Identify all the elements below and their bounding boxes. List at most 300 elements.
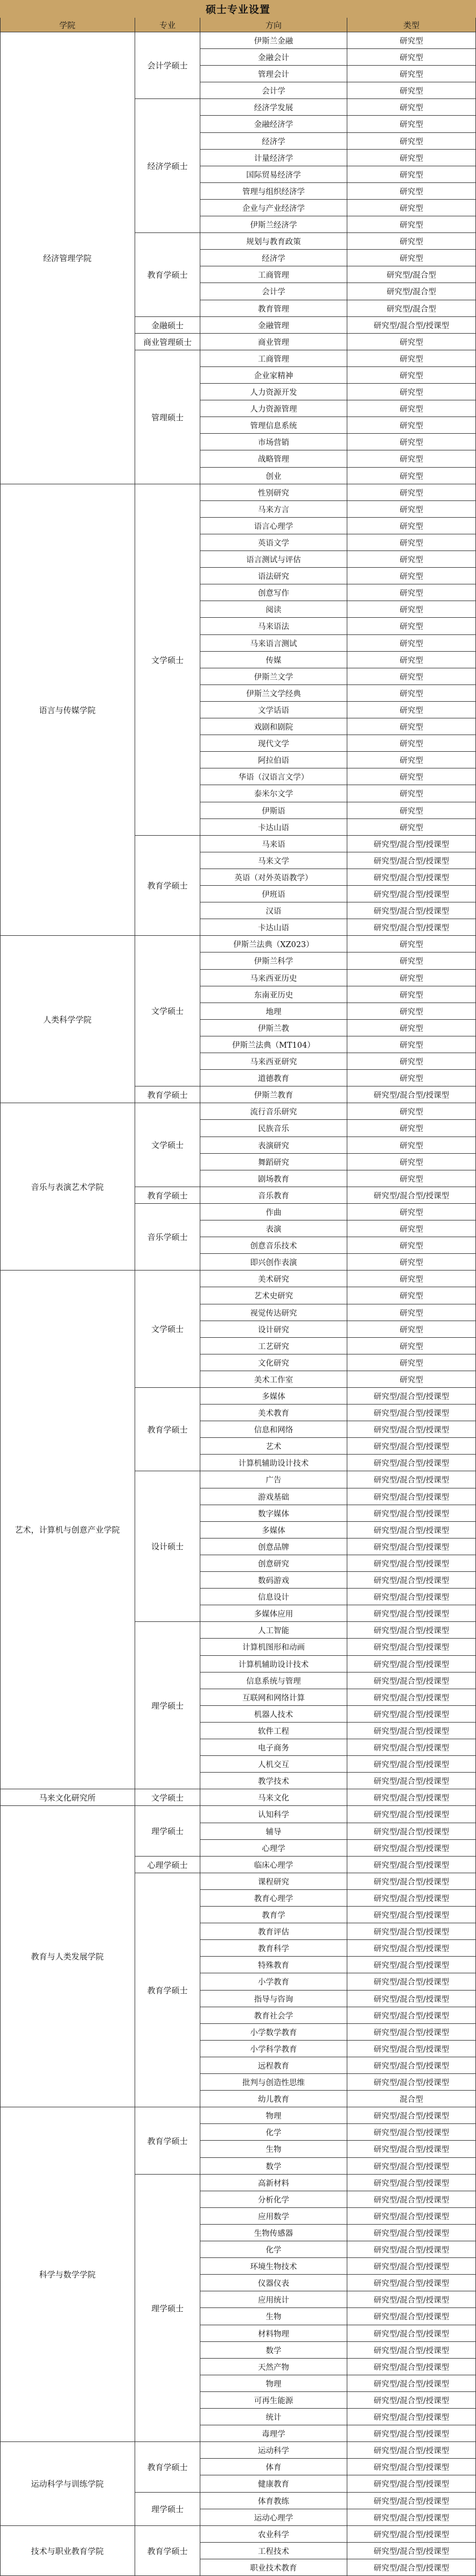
direction-cell: 心理学 — [200, 1840, 347, 1857]
direction-cell: 国际贸易经济学 — [200, 166, 347, 183]
direction-cell: 工商管理 — [200, 350, 347, 367]
type-cell: 研究型 — [347, 802, 476, 819]
direction-cell: 即兴创作表演 — [200, 1254, 347, 1271]
direction-cell: 多媒体应用 — [200, 1605, 347, 1622]
school-cell: 语言与传媒学院 — [0, 484, 135, 936]
direction-cell: 仪器仪表 — [200, 2275, 347, 2291]
type-cell: 研究型/混合型/授课型 — [347, 1789, 476, 1806]
major-cell: 经济学硕士 — [135, 99, 200, 233]
direction-cell: 阿拉伯语 — [200, 752, 347, 768]
type-cell: 研究型 — [347, 384, 476, 400]
type-cell: 研究型/混合型 — [347, 283, 476, 300]
school-cell: 音乐与表演艺术学院 — [0, 1103, 135, 1271]
type-cell: 研究型 — [347, 652, 476, 668]
type-cell: 研究型 — [347, 752, 476, 768]
type-cell: 研究型/混合型/授课型 — [347, 2543, 476, 2559]
type-cell: 研究型/混合型/授课型 — [347, 1907, 476, 1923]
type-cell: 研究型/混合型/授课型 — [347, 2124, 476, 2141]
direction-cell: 市场营销 — [200, 434, 347, 450]
type-cell: 研究型/混合型/授课型 — [347, 1605, 476, 1622]
direction-cell: 管理信息系统 — [200, 417, 347, 434]
direction-cell: 音乐教育 — [200, 1187, 347, 1204]
type-cell: 研究型/混合型/授课型 — [347, 886, 476, 902]
direction-cell: 信息和网络 — [200, 1421, 347, 1438]
direction-cell: 伊斯兰文学 — [200, 668, 347, 685]
direction-cell: 认知科学 — [200, 1806, 347, 1823]
type-cell: 研究型/混合型/授课型 — [347, 2158, 476, 2175]
direction-cell: 卡达山语 — [200, 919, 347, 936]
direction-cell: 广告 — [200, 1471, 347, 1488]
type-cell: 研究型/混合型/授课型 — [347, 2074, 476, 2091]
direction-cell: 泰米尔文学 — [200, 785, 347, 802]
type-cell: 研究型/混合型 — [347, 266, 476, 283]
school-cell: 运动科学与训练学院 — [0, 2442, 135, 2526]
direction-cell: 人机交互 — [200, 1756, 347, 1773]
school-cell: 经济管理学院 — [0, 32, 135, 484]
direction-cell: 教育社会学 — [200, 2007, 347, 2024]
type-cell: 研究型/混合型/授课型 — [347, 2141, 476, 2158]
direction-cell: 运动心理学 — [200, 2509, 347, 2526]
direction-cell: 人工智能 — [200, 1622, 347, 1639]
major-cell: 文学硕士 — [135, 1103, 200, 1187]
type-cell: 研究型/混合型/授课型 — [347, 852, 476, 869]
direction-cell: 文化研究 — [200, 1354, 347, 1371]
type-cell: 研究型 — [347, 952, 476, 970]
major-cell: 文学硕士 — [135, 936, 200, 1086]
direction-cell: 应用数学 — [200, 2208, 347, 2225]
type-cell: 研究型/混合型/授课型 — [347, 1538, 476, 1555]
type-cell: 研究型 — [347, 166, 476, 183]
direction-cell: 伊斯兰法典（MT104） — [200, 1036, 347, 1053]
major-cell: 商业管理硕士 — [135, 334, 200, 350]
type-cell: 研究型/混合型/授课型 — [347, 317, 476, 334]
type-cell: 研究型/混合型/授课型 — [347, 2175, 476, 2191]
type-cell: 研究型 — [347, 1321, 476, 1338]
type-cell: 研究型/混合型/授课型 — [347, 1739, 476, 1756]
type-cell: 研究型/混合型 — [347, 300, 476, 317]
direction-cell: 教育管理 — [200, 300, 347, 317]
type-cell: 研究型 — [347, 434, 476, 450]
direction-cell: 数学 — [200, 2342, 347, 2359]
direction-cell: 管理会计 — [200, 66, 347, 82]
direction-cell: 工程技术 — [200, 2543, 347, 2559]
table-title: 硕士专业设置 — [0, 0, 476, 18]
type-cell: 研究型 — [347, 1103, 476, 1120]
direction-cell: 马来语 — [200, 836, 347, 852]
type-cell: 研究型 — [347, 936, 476, 952]
type-cell: 研究型/混合型/授课型 — [347, 2275, 476, 2291]
direction-cell: 辅导 — [200, 1823, 347, 1840]
major-cell: 教育学硕士 — [135, 1187, 200, 1204]
header-direction: 方向 — [200, 18, 347, 32]
direction-cell: 幼儿教育 — [200, 2091, 347, 2107]
type-cell: 研究型/混合型/授课型 — [347, 2359, 476, 2375]
major-cell: 教育学硕士 — [135, 2442, 200, 2493]
type-cell: 研究型/混合型/授课型 — [347, 1923, 476, 1940]
type-cell: 研究型/混合型/授课型 — [347, 1656, 476, 1672]
type-cell: 研究型 — [347, 468, 476, 484]
type-cell: 研究型/混合型/授课型 — [347, 1890, 476, 1907]
type-cell: 研究型 — [347, 1003, 476, 1020]
direction-cell: 机器人技术 — [200, 1706, 347, 1723]
direction-cell: 人力资源开发 — [200, 384, 347, 400]
type-cell: 研究型 — [347, 1137, 476, 1154]
type-cell: 研究型 — [347, 819, 476, 836]
type-cell: 研究型 — [347, 1170, 476, 1187]
direction-cell: 教育心理学 — [200, 1890, 347, 1907]
type-cell: 研究型/混合型/授课型 — [347, 2241, 476, 2258]
direction-cell: 远程教育 — [200, 2057, 347, 2074]
direction-cell: 经济学 — [200, 133, 347, 150]
direction-cell: 企业与产业经济学 — [200, 200, 347, 216]
direction-cell: 特殊教育 — [200, 1957, 347, 1973]
type-cell: 研究型 — [347, 970, 476, 986]
type-cell: 研究型/混合型/授课型 — [347, 1973, 476, 1991]
type-cell: 研究型/混合型/授课型 — [347, 1873, 476, 1890]
type-cell: 研究型/混合型/授课型 — [347, 1823, 476, 1840]
type-cell: 研究型 — [347, 367, 476, 384]
type-cell: 研究型/混合型/授课型 — [347, 1940, 476, 1957]
direction-cell: 战略管理 — [200, 450, 347, 468]
direction-cell: 马来文学 — [200, 852, 347, 869]
major-cell: 理学硕士 — [135, 2493, 200, 2526]
direction-cell: 职业技术教育 — [200, 2559, 347, 2576]
type-cell: 研究型/混合型/授课型 — [347, 2208, 476, 2225]
header-school: 学院 — [0, 18, 135, 32]
direction-cell: 伊斯兰法典（XZ023） — [200, 936, 347, 952]
school-cell: 教育与人类发展学院 — [0, 1806, 135, 2107]
direction-cell: 阅读 — [200, 601, 347, 618]
header-major: 专业 — [135, 18, 200, 32]
major-cell: 教育学硕士 — [135, 1873, 200, 2107]
direction-cell: 生物 — [200, 2308, 347, 2325]
direction-cell: 马来方言 — [200, 501, 347, 518]
direction-cell: 伊斯兰教育 — [200, 1086, 347, 1103]
type-cell: 研究型 — [347, 450, 476, 468]
school-cell: 艺术，计算机与创意产业学院 — [0, 1271, 135, 1789]
direction-cell: 互联网和网络计算 — [200, 1689, 347, 1706]
major-cell: 教育学硕士 — [135, 233, 200, 317]
type-cell: 研究型/混合型/授课型 — [347, 1622, 476, 1639]
school-cell: 人类科学学院 — [0, 936, 135, 1103]
type-cell: 研究型/混合型/授课型 — [347, 2325, 476, 2342]
direction-cell: 规划与教育政策 — [200, 233, 347, 250]
direction-cell: 戏剧和剧院 — [200, 718, 347, 735]
type-cell: 研究型 — [347, 1220, 476, 1237]
major-cell: 教育学硕士 — [135, 1388, 200, 1471]
direction-cell: 材料物理 — [200, 2325, 347, 2342]
direction-cell: 体育教练 — [200, 2493, 347, 2509]
direction-cell: 道德教育 — [200, 1070, 347, 1086]
type-cell: 研究型 — [347, 601, 476, 618]
major-cell: 文学硕士 — [135, 484, 200, 836]
direction-cell: 美术工作室 — [200, 1371, 347, 1388]
direction-cell: 马来语言测试 — [200, 635, 347, 652]
type-cell: 研究型 — [347, 200, 476, 216]
type-cell: 研究型 — [347, 334, 476, 350]
direction-cell: 作曲 — [200, 1204, 347, 1220]
type-cell: 研究型/混合型/授课型 — [347, 1706, 476, 1723]
direction-cell: 指导与咨询 — [200, 1991, 347, 2007]
direction-cell: 表演研究 — [200, 1137, 347, 1154]
type-cell: 研究型/混合型/授课型 — [347, 2442, 476, 2459]
major-cell: 教育学硕士 — [135, 1086, 200, 1103]
type-cell: 研究型 — [347, 584, 476, 601]
type-cell: 研究型/混合型/授课型 — [347, 1471, 476, 1488]
type-cell: 研究型 — [347, 568, 476, 584]
direction-cell: 语言测试与评估 — [200, 551, 347, 568]
direction-cell: 马来西亚研究 — [200, 1053, 347, 1070]
type-cell: 研究型/混合型/授课型 — [347, 2409, 476, 2425]
type-cell: 研究型 — [347, 350, 476, 367]
direction-cell: 体育 — [200, 2459, 347, 2475]
major-cell: 金融硕士 — [135, 317, 200, 334]
header-type: 类型 — [347, 18, 476, 32]
direction-cell: 教育学 — [200, 1907, 347, 1923]
type-cell: 研究型 — [347, 1154, 476, 1170]
direction-cell: 伊斯兰文学经典 — [200, 685, 347, 702]
type-cell: 研究型/混合型/授课型 — [347, 869, 476, 886]
major-cell: 设计硕士 — [135, 1471, 200, 1622]
school-cell: 技术与职业教育学院 — [0, 2526, 135, 2576]
type-cell: 研究型 — [347, 685, 476, 702]
type-cell: 研究型/混合型/授课型 — [347, 1505, 476, 1522]
direction-cell: 健康教育 — [200, 2475, 347, 2493]
type-cell: 研究型 — [347, 1237, 476, 1254]
type-cell: 研究型/混合型/授课型 — [347, 1187, 476, 1204]
direction-cell: 流行音乐研究 — [200, 1103, 347, 1120]
direction-cell: 金融经济学 — [200, 116, 347, 133]
type-cell: 研究型 — [347, 49, 476, 66]
direction-cell: 计算机辅助设计技术 — [200, 1455, 347, 1471]
type-cell: 研究型 — [347, 501, 476, 518]
type-cell: 研究型 — [347, 702, 476, 718]
type-cell: 研究型 — [347, 66, 476, 82]
major-cell: 管理硕士 — [135, 350, 200, 484]
type-cell: 研究型 — [347, 250, 476, 266]
type-cell: 研究型 — [347, 400, 476, 417]
direction-cell: 美术研究 — [200, 1271, 347, 1287]
direction-cell: 工商管理 — [200, 266, 347, 283]
type-cell: 研究型 — [347, 534, 476, 551]
direction-cell: 分析化学 — [200, 2191, 347, 2208]
direction-cell: 会计学 — [200, 82, 347, 99]
direction-cell: 数学 — [200, 2158, 347, 2175]
direction-cell: 金融管理 — [200, 317, 347, 334]
type-cell: 研究型/混合型/授课型 — [347, 2425, 476, 2442]
direction-cell: 地理 — [200, 1003, 347, 1020]
type-cell: 研究型 — [347, 32, 476, 49]
type-cell: 研究型/混合型/授课型 — [347, 1555, 476, 1572]
direction-cell: 多媒体 — [200, 1388, 347, 1405]
direction-cell: 小学教育 — [200, 1973, 347, 1991]
direction-cell: 创意音乐技术 — [200, 1237, 347, 1254]
direction-cell: 语法研究 — [200, 568, 347, 584]
direction-cell: 临床心理学 — [200, 1857, 347, 1873]
direction-cell: 经济学发展 — [200, 99, 347, 116]
direction-cell: 华语（汉语言文学） — [200, 768, 347, 785]
direction-cell: 创业 — [200, 468, 347, 484]
type-cell: 研究型 — [347, 768, 476, 785]
type-cell: 研究型 — [347, 133, 476, 150]
direction-cell: 伊斯兰金融 — [200, 32, 347, 49]
type-cell: 研究型 — [347, 986, 476, 1003]
direction-cell: 运动科学 — [200, 2442, 347, 2459]
type-cell: 研究型/混合型/授课型 — [347, 1689, 476, 1706]
major-cell: 教育学硕士 — [135, 836, 200, 936]
direction-cell: 教育评估 — [200, 1923, 347, 1940]
type-cell: 研究型 — [347, 518, 476, 534]
type-cell: 研究型/混合型/授课型 — [347, 1991, 476, 2007]
type-cell: 研究型 — [347, 1020, 476, 1036]
type-cell: 研究型/混合型/授课型 — [347, 2559, 476, 2576]
direction-cell: 小学数学教育 — [200, 2024, 347, 2041]
type-cell: 研究型/混合型/授课型 — [347, 1572, 476, 1589]
direction-cell: 小学科学教育 — [200, 2041, 347, 2057]
type-cell: 研究型/混合型/授课型 — [347, 1522, 476, 1538]
direction-cell: 商业管理 — [200, 334, 347, 350]
direction-cell: 农业科学 — [200, 2526, 347, 2543]
type-cell: 研究型/混合型/授课型 — [347, 1589, 476, 1605]
direction-cell: 毒理学 — [200, 2425, 347, 2442]
direction-cell: 物理 — [200, 2107, 347, 2124]
direction-cell: 化学 — [200, 2124, 347, 2141]
type-cell: 研究型/混合型/授课型 — [347, 2258, 476, 2275]
direction-cell: 美术教育 — [200, 1405, 347, 1421]
direction-cell: 卡达山语 — [200, 819, 347, 836]
major-cell: 理学硕士 — [135, 1806, 200, 1857]
type-cell: 研究型 — [347, 116, 476, 133]
direction-cell: 文学话语 — [200, 702, 347, 718]
direction-cell: 工艺研究 — [200, 1338, 347, 1354]
direction-cell: 伊班语 — [200, 886, 347, 902]
type-cell: 研究型/混合型/授课型 — [347, 1488, 476, 1505]
type-cell: 研究型 — [347, 1287, 476, 1304]
type-cell: 研究型 — [347, 1254, 476, 1271]
direction-cell: 舞蹈研究 — [200, 1154, 347, 1170]
type-cell: 研究型 — [347, 551, 476, 568]
type-cell: 研究型/混合型/授课型 — [347, 836, 476, 852]
direction-cell: 信息系统与管理 — [200, 1672, 347, 1689]
type-cell: 研究型 — [347, 1070, 476, 1086]
major-cell: 理学硕士 — [135, 1622, 200, 1789]
direction-cell: 马来文化 — [200, 1789, 347, 1806]
type-cell: 研究型 — [347, 735, 476, 752]
direction-cell: 人力资源管理 — [200, 400, 347, 417]
type-cell: 研究型/混合型/授课型 — [347, 2526, 476, 2543]
direction-cell: 视觉传达研究 — [200, 1304, 347, 1321]
direction-cell: 天然产物 — [200, 2359, 347, 2375]
type-cell: 研究型 — [347, 785, 476, 802]
direction-cell: 数字媒体 — [200, 1505, 347, 1522]
type-cell: 研究型 — [347, 183, 476, 200]
type-cell: 研究型 — [347, 1338, 476, 1354]
type-cell: 研究型 — [347, 1120, 476, 1137]
type-cell: 研究型 — [347, 150, 476, 166]
direction-cell: 民族音乐 — [200, 1120, 347, 1137]
direction-cell: 环境生物技术 — [200, 2258, 347, 2275]
type-cell: 研究型/混合型/授课型 — [347, 1957, 476, 1973]
direction-cell: 教育科学 — [200, 1940, 347, 1957]
direction-cell: 伊斯兰科学 — [200, 952, 347, 970]
type-cell: 研究型/混合型/授课型 — [347, 2509, 476, 2526]
type-cell: 研究型/混合型/授课型 — [347, 2024, 476, 2041]
direction-cell: 伊斯兰经济学 — [200, 216, 347, 233]
direction-cell: 金融会计 — [200, 49, 347, 66]
direction-cell: 多媒体 — [200, 1522, 347, 1538]
direction-cell: 传媒 — [200, 652, 347, 668]
direction-cell: 汉语 — [200, 902, 347, 919]
type-cell: 研究型 — [347, 1053, 476, 1070]
type-cell: 研究型/混合型/授课型 — [347, 1723, 476, 1739]
major-cell: 教育学硕士 — [135, 2107, 200, 2175]
direction-cell: 生物 — [200, 2141, 347, 2158]
direction-cell: 东南亚历史 — [200, 986, 347, 1003]
type-cell: 研究型/混合型/授课型 — [347, 2057, 476, 2074]
direction-cell: 马来西亚历史 — [200, 970, 347, 986]
direction-cell: 创意研究 — [200, 1555, 347, 1572]
type-cell: 研究型 — [347, 718, 476, 735]
type-cell: 研究型 — [347, 618, 476, 635]
type-cell: 研究型/混合型/授课型 — [347, 1840, 476, 1857]
type-cell: 研究型/混合型/授课型 — [347, 2342, 476, 2359]
direction-cell: 高新材料 — [200, 2175, 347, 2191]
type-cell: 研究型 — [347, 1204, 476, 1220]
direction-cell: 数码游戏 — [200, 1572, 347, 1589]
type-cell: 研究型 — [347, 1271, 476, 1287]
direction-cell: 批判与创造性思维 — [200, 2074, 347, 2091]
direction-cell: 物理 — [200, 2375, 347, 2392]
school-cell: 马来文化研究所 — [0, 1789, 135, 1806]
type-cell: 研究型/混合型/授课型 — [347, 902, 476, 919]
major-cell: 音乐学硕士 — [135, 1204, 200, 1271]
type-cell: 研究型 — [347, 1371, 476, 1388]
type-cell: 研究型 — [347, 635, 476, 652]
direction-cell: 马来语法 — [200, 618, 347, 635]
type-cell: 研究型/混合型/授课型 — [347, 2308, 476, 2325]
type-cell: 研究型/混合型/授课型 — [347, 1857, 476, 1873]
type-cell: 研究型/混合型/授课型 — [347, 2225, 476, 2241]
type-cell: 研究型/混合型/授课型 — [347, 2291, 476, 2308]
type-cell: 研究型 — [347, 1304, 476, 1321]
type-cell: 研究型 — [347, 1036, 476, 1053]
type-cell: 研究型 — [347, 82, 476, 99]
direction-cell: 剧场教育 — [200, 1170, 347, 1187]
direction-cell: 信息设计 — [200, 1589, 347, 1605]
type-cell: 研究型/混合型/授课型 — [347, 2107, 476, 2124]
direction-cell: 可再生能源 — [200, 2392, 347, 2409]
major-cell: 心理学硕士 — [135, 1857, 200, 1873]
direction-cell: 伊斯兰教 — [200, 1020, 347, 1036]
type-cell: 研究型 — [347, 216, 476, 233]
type-cell: 研究型 — [347, 233, 476, 250]
type-cell: 研究型/混合型/授课型 — [347, 1421, 476, 1438]
type-cell: 研究型/混合型/授课型 — [347, 2475, 476, 2493]
direction-cell: 企业家精神 — [200, 367, 347, 384]
type-cell: 研究型/混合型/授课型 — [347, 1806, 476, 1823]
major-cell: 会计学硕士 — [135, 32, 200, 99]
direction-cell: 英语文学 — [200, 534, 347, 551]
direction-cell: 管理与组织经济学 — [200, 183, 347, 200]
direction-cell: 化学 — [200, 2241, 347, 2258]
direction-cell: 应用统计 — [200, 2291, 347, 2308]
type-cell: 研究型 — [347, 99, 476, 116]
table-left-border — [0, 18, 1, 2576]
type-cell: 研究型/混合型/授课型 — [347, 1773, 476, 1789]
direction-cell: 语言心理学 — [200, 518, 347, 534]
type-cell: 研究型/混合型/授课型 — [347, 1438, 476, 1455]
direction-cell: 电子商务 — [200, 1739, 347, 1756]
